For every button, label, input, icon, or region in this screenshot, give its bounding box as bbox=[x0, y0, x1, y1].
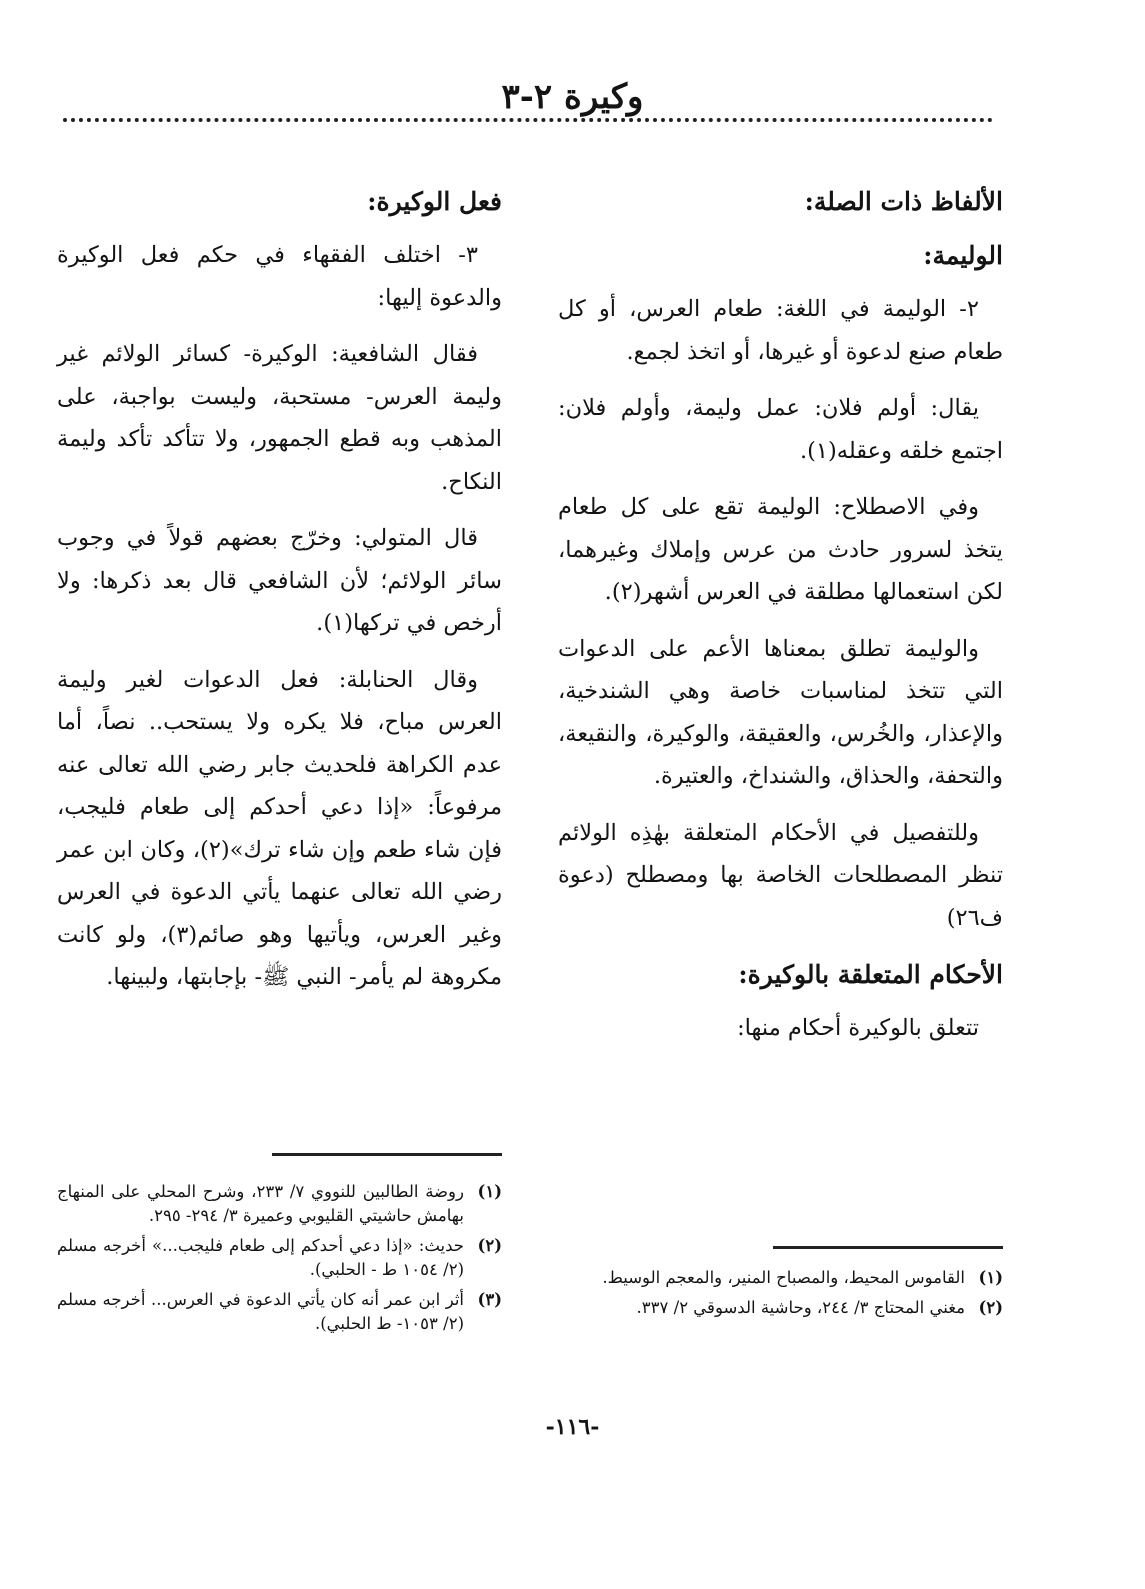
footnote-text: حديث: «إذا دعي أحدكم إلى طعام فليجب...» أخرجه مسلم (٢/ ١٠٥٤ ط - الحلبي). bbox=[57, 1236, 464, 1279]
footnotes-left bbox=[57, 1180, 502, 1342]
heading-related-terms: الألفاظ ذات الصلة: bbox=[804, 187, 1003, 216]
heading-wakira-act: فعل الوكيرة: bbox=[367, 187, 502, 216]
footnote-text: أثر ابن عمر أنه كان يأتي الدعوة في العرس... أخرجه مسلم (٢/ ١٠٥٣- ط الحلبي). bbox=[57, 1290, 464, 1333]
footnote-number: (٢) bbox=[477, 1236, 502, 1255]
paragraph: وقال الحنابلة: فعل الدعوات لغير وليمة العرس مباح، فلا يكره ولا يستحب.. نصاً، أما عدم الكراهة فلحديث جابر رضي الله تعالى عنه مرفوعاً: «إذا دعي أحدكم إلى طعام فليجب، فإن شاء طعم وإن شاء ترك»(٢)، وكان ابن عمر رضي الله تعالى عنهما يأتي الدعوة في العرس وغير العرس، ويأتيها وهو صائم(٣)، ولو كانت مكروهة لم يأمر- النبي ﷺ- بإجابتها، ولبينها. bbox=[57, 666, 502, 990]
left-column bbox=[57, 180, 502, 1013]
paragraph: ٢- الوليمة في اللغة: طعام العرس، أو كل طعام صنع لدعوة أو غيرها، أو اتخذ لجمع. bbox=[558, 296, 1003, 365]
footnote bbox=[558, 1296, 1003, 1320]
heading-rulings: الأحكام المتعلقة بالوكيرة: bbox=[738, 960, 1003, 989]
footnote-number: (١) bbox=[978, 1268, 1003, 1287]
rulings-intro: تتعلق بالوكيرة أحكام منها: bbox=[737, 1015, 979, 1041]
subheading-walima: الوليمة: bbox=[923, 241, 1003, 270]
paragraph: ٣- اختلف الفقهاء في حكم فعل الوكيرة والدعوة إليها: bbox=[57, 242, 502, 311]
footnote-number: (٣) bbox=[477, 1290, 502, 1309]
footnote bbox=[558, 1266, 1003, 1290]
footnote-number: (٢) bbox=[978, 1298, 1003, 1317]
paragraph: يقال: أولم فلان: عمل وليمة، وأولم فلان: اجتمع خلقه وعقله(١). bbox=[558, 395, 1003, 464]
paragraph: فقال الشافعية: الوكيرة- كسائر الولائم غير وليمة العرس- مستحبة، وليست بواجبة، على المذهب وبه قطع الجمهور، ولا تتأكد تأكد وليمة النكاح. bbox=[57, 341, 502, 495]
paragraph: قال المتولي: وخرّج بعضهم قولاً في وجوب سائر الولائم؛ لأن الشافعي قال بعد ذكرها: ولا أرخص في تركها(١). bbox=[57, 525, 502, 636]
page-number: -١١٦- bbox=[545, 1414, 600, 1440]
footnote bbox=[57, 1234, 502, 1282]
footnote bbox=[57, 1288, 502, 1336]
footnote-text: القاموس المحيط، والمصباح المنير، والمعجم الوسيط. bbox=[602, 1268, 965, 1287]
header-dotted-rule bbox=[63, 118, 993, 122]
footnote-number: (١) bbox=[477, 1182, 502, 1201]
page-header-title: وكيرة ٢-٣ bbox=[501, 77, 644, 117]
footnote-text: مغني المحتاج ٣/ ٢٤٤، وحاشية الدسوقي ٢/ ٣٣٧. bbox=[636, 1298, 965, 1317]
paragraph: وللتفصيل في الأحكام المتعلقة بهٰذِه الولائم تنظر المصطلحات الخاصة بها ومصطلح (دعوة ف٢٦) bbox=[558, 819, 1003, 931]
footnotes-right bbox=[558, 1266, 1003, 1326]
paragraph: وفي الاصطلاح: الوليمة تقع على كل طعام يتخذ لسرور حادث من عرس وإملاك وغيرهما، لكن استعمالها مطلقة في العرس أشهر(٢). bbox=[558, 494, 1003, 605]
footnote-rule-left bbox=[272, 1153, 502, 1156]
footnote-rule-right bbox=[773, 1246, 1003, 1249]
footnote-text: روضة الطالبين للنووي ٧/ ٢٣٣، وشرح المحلي على المنهاج بهامش حاشيتي القليوبي وعميرة ٣/ ٢٩٤- ٢٩٥. bbox=[57, 1182, 464, 1225]
paragraph: والوليمة تطلق بمعناها الأعم على الدعوات التي تتخذ لمناسبات خاصة وهي الشندخية، والإعذار، والخُرس، والعقيقة، والوكيرة، والنقيعة، والتحفة، والحذاق، والشنداخ، والعتيرة. bbox=[558, 635, 1003, 789]
footnote bbox=[57, 1180, 502, 1228]
right-column bbox=[558, 180, 1003, 1064]
